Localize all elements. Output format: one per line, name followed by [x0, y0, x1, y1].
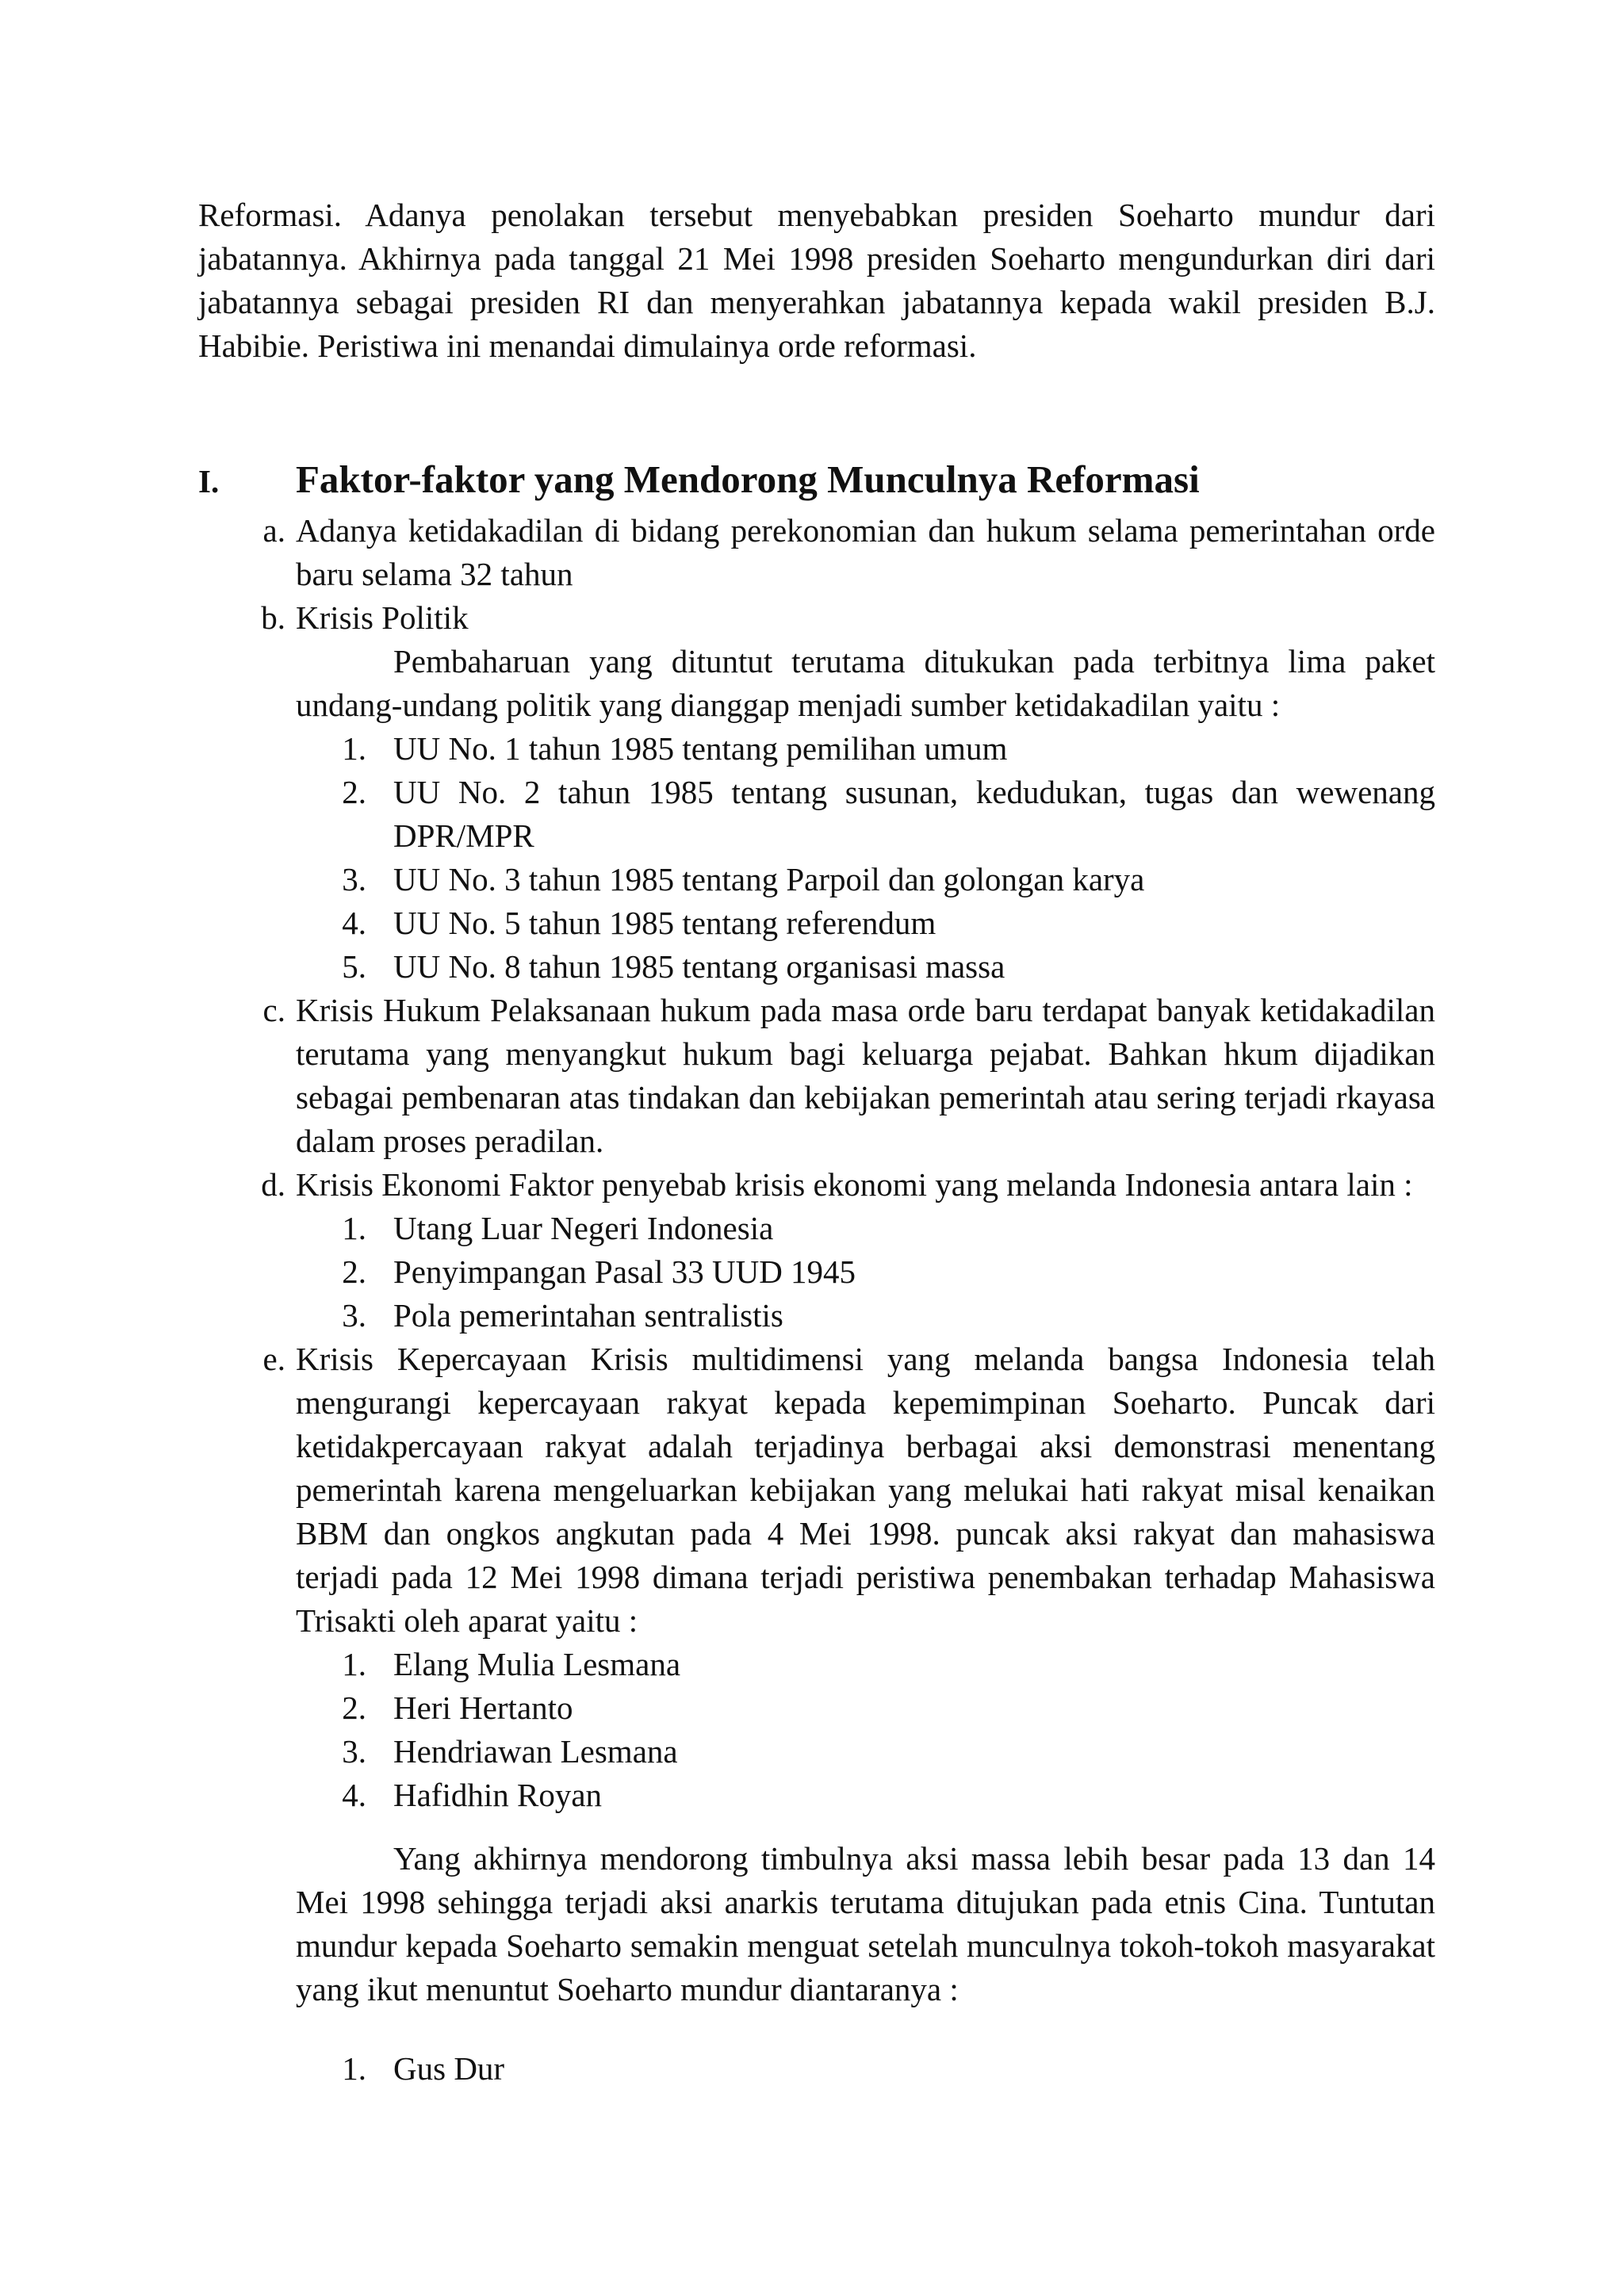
- list-number: 4.: [342, 905, 366, 941]
- list-number: 1.: [342, 730, 366, 767]
- list-item: Hafidhin Royan: [393, 1777, 603, 1813]
- list-number: 1.: [342, 1646, 366, 1682]
- list-item: UU No. 2 tahun 1985 tentang susunan, kedudukan, tugas dan wewenang DPR/MPR: [393, 774, 1435, 854]
- item-a-label: a.: [262, 512, 285, 549]
- item-e-label: e.: [262, 1341, 285, 1377]
- item-c-text: Krisis Hukum Pelaksanaan hukum pada masa orde baru terdapat banyak ketidakadilan terutama yang menyangkut hukum bagi keluarga pejabat. Bahkan hkum dijadikan sebagai pembenaran atas tindakan dan kebijakan pemerintah atau sering terjadi rkayasa dalam proses peradilan.: [296, 992, 1435, 1159]
- item-c-label: c.: [262, 992, 285, 1028]
- list-number: 2.: [342, 1253, 366, 1290]
- list-number: 2.: [342, 774, 366, 810]
- item-d-text: Krisis Ekonomi Faktor penyebab krisis ekonomi yang melanda Indonesia antara lain :: [296, 1166, 1413, 1203]
- section-title: Faktor-faktor yang Mendorong Munculnya Reformasi: [296, 457, 1200, 501]
- list-item: Pola pemerintahan sentralistis: [393, 1297, 783, 1334]
- list-item: Hendriawan Lesmana: [393, 1733, 678, 1770]
- section-number: I.: [198, 463, 220, 499]
- list-item: Penyimpangan Pasal 33 UUD 1945: [393, 1253, 856, 1290]
- list-number: 1.: [342, 2050, 366, 2087]
- item-b-paragraph: Pembaharuan yang dituntut terutama ditukukan pada terbitnya lima paket undang-undang politik yang dianggap menjadi sumber ketidakadilan yaitu :: [296, 643, 1435, 723]
- list-number: 4.: [342, 1777, 366, 1813]
- list-item: Elang Mulia Lesmana: [393, 1646, 681, 1682]
- list-number: 1.: [342, 1210, 366, 1246]
- list-number: 3.: [342, 1297, 366, 1334]
- list-item: UU No. 5 tahun 1985 tentang referendum: [393, 905, 936, 941]
- list-number: 2.: [342, 1689, 366, 1726]
- list-number: 5.: [342, 948, 366, 985]
- list-item: Heri Hertanto: [393, 1689, 573, 1726]
- list-item: UU No. 3 tahun 1985 tentang Parpoil dan golongan karya: [393, 861, 1145, 897]
- item-a-text: Adanya ketidakadilan di bidang perekonomian dan hukum selama pemerintahan orde baru selama 32 tahun: [296, 512, 1435, 592]
- list-item: UU No. 1 tahun 1985 tentang pemilihan umum: [393, 730, 1008, 767]
- list-item: UU No. 8 tahun 1985 tentang organisasi massa: [393, 948, 1005, 985]
- list-item: Gus Dur: [393, 2050, 505, 2087]
- item-b-label: b.: [261, 599, 285, 636]
- closing-paragraph: Yang akhirnya mendorong timbulnya aksi massa lebih besar pada 13 dan 14 Mei 1998 sehingga terjadi aksi anarkis terutama ditujukan pada etnis Cina. Tuntutan mundur kepada Soeharto semakin menguat setelah munculnya tokoh-tokoh masyarakat yang ikut menuntut Soeharto mundur diantaranya :: [296, 1840, 1435, 2007]
- item-b-title: Krisis Politik: [296, 599, 469, 636]
- item-e-text: Krisis Kepercayaan Krisis multidimensi yang melanda bangsa Indonesia telah mengurangi kepercayaan rakyat kepada kepemimpinan Soeharto. Puncak dari ketidakpercayaan rakyat adalah terjadinya berbagai aksi demonstrasi menentang pemerintah karena mengeluarkan kebijakan yang melukai hati rakyat misal kenaikan BBM dan ongkos angkutan pada 4 Mei 1998. puncak aksi rakyat dan mahasiswa terjadi pada 12 Mei 1998 dimana terjadi peristiwa penembakan terhadap Mahasiswa Trisakti oleh aparat yaitu :: [296, 1341, 1435, 1639]
- intro-paragraph: Reformasi. Adanya penolakan tersebut menyebabkan presiden Soeharto mundur dari jabatannya. Akhirnya pada tanggal 21 Mei 1998 presiden Soeharto mengundurkan diri dari jabatannya sebagai presiden RI dan menyerahkan jabatannya kepada wakil presiden B.J. Habibie. Peristiwa ini menandai dimulainya orde reformasi.: [198, 197, 1435, 364]
- list-number: 3.: [342, 1733, 366, 1770]
- list-item: Utang Luar Negeri Indonesia: [393, 1210, 774, 1246]
- list-number: 3.: [342, 861, 366, 897]
- item-d-label: d.: [261, 1166, 285, 1203]
